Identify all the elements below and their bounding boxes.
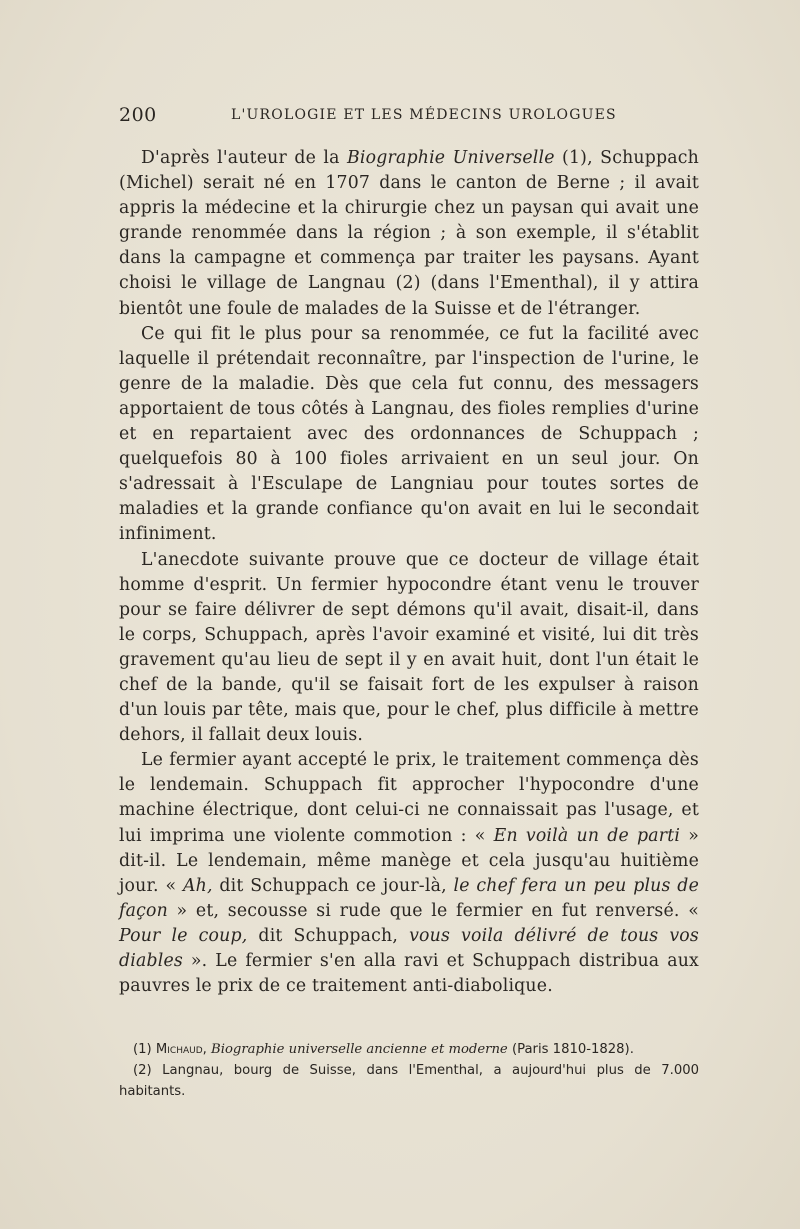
body-text bbox=[119, 146, 699, 999]
italic-text-run: le chef fera un peu plus de façon bbox=[119, 875, 699, 921]
footnote-text: (Paris 1810-1828). bbox=[507, 1042, 634, 1057]
italic-text-run: Pour le coup, bbox=[119, 925, 248, 946]
text-run: dit Schuppach, bbox=[247, 925, 410, 946]
footnote-author: Michaud, bbox=[155, 1042, 207, 1057]
paragraph bbox=[119, 322, 699, 548]
page-number: 200 bbox=[119, 104, 157, 126]
text-run: D'après l'auteur de la bbox=[141, 148, 348, 168]
italic-text-run: En voilà un de parti bbox=[493, 825, 681, 846]
paragraph bbox=[119, 748, 699, 999]
text-run: L'anecdote suivante prouve que ce docteur de village était homme d'esprit. Un fermier hypocondre étant venu le trouver pour se faire délivrer de sept démons qu'il avait, disait-il, dans le corps, Schuppach, après l'avoir examiné et visité, lui dit très gravement qu'au lieu de sept il y en avait huit, dont l'un était le chef de la bande, qu'il se faisait fort de les expulser à raison d'un louis par tête, mais que, pour le chef, plus difficile à mettre dehors, il fallait deux louis. bbox=[119, 549, 699, 746]
footnote-title: Biographie universelle ancienne et moderne bbox=[211, 1042, 508, 1057]
footnote-2 bbox=[119, 1060, 699, 1102]
text-run: Le fermier ayant accepté le prix, le traitement commença dès le lendemain. Schuppach fit approcher l'hypocondre d'une machine électrique, dont celui-ci ne connaissait pas l'usage, et lui imprima une violente commotion : « bbox=[119, 750, 699, 846]
running-title: L'UROLOGIE ET LES MÉDECINS UROLOGUES bbox=[231, 107, 617, 123]
text-run: ». Le fermier s'en alla ravi et Schuppach distribua aux pauvres le prix de ce traitement anti-diabolique. bbox=[119, 951, 699, 997]
running-head bbox=[119, 104, 699, 128]
italic-text-run: Ah, bbox=[182, 875, 213, 896]
footnote-marker: (2) bbox=[133, 1063, 163, 1078]
italic-text-run: vous voila délivré de tous vos diables bbox=[119, 925, 699, 971]
footnote-marker: (1) bbox=[133, 1042, 156, 1057]
footnotes bbox=[119, 1039, 699, 1102]
text-run: » et, secousse si rude que le fermier en fut renversé. « bbox=[167, 900, 699, 921]
paragraph bbox=[119, 548, 699, 749]
footnote-text: Langnau, bourg de Suisse, dans l'Ementhal, a aujourd'hui plus de 7.000 habitants. bbox=[119, 1063, 699, 1099]
footnote-1 bbox=[119, 1039, 699, 1060]
text-run: Ce qui fit le plus pour sa renommée, ce fut la facilité avec laquelle il prétendait reconnaître, par l'inspection de l'urine, le genre de la maladie. Dès que cela fut connu, des messagers apportaient de tous côtés à Langnau, des fioles remplies d'urine et en repartaient avec des ordonnances de Schuppach ; quelquefois 80 à 100 fioles arrivaient en un seul jour. On s'adressait à l'Esculape de Langniau pour toutes sortes de maladies et la grande confiance qu'on avait en lui le secondait infiniment. bbox=[119, 323, 699, 545]
paragraph bbox=[119, 146, 699, 322]
text-run: » dit-il. Le lendemain, même manège et cela jusqu'au huitième jour. « bbox=[119, 825, 700, 896]
text-run: dit Schuppach ce jour-là, bbox=[212, 875, 454, 896]
italic-text-run: Biographie Universelle bbox=[347, 148, 555, 168]
text-run: (1), Schuppach (Michel) serait né en 1707 dans le canton de Berne ; il avait appris la médecine et la chirurgie chez un paysan qui avait une grande renommée dans la région ; à son exemple, il s'établit dans la campagne et commença par traiter les paysans. Ayant choisi le village de Langnau (2) (dans l'Ementhal), il y attira bientôt une foule de malades de la Suisse et de l'étranger. bbox=[119, 148, 699, 319]
